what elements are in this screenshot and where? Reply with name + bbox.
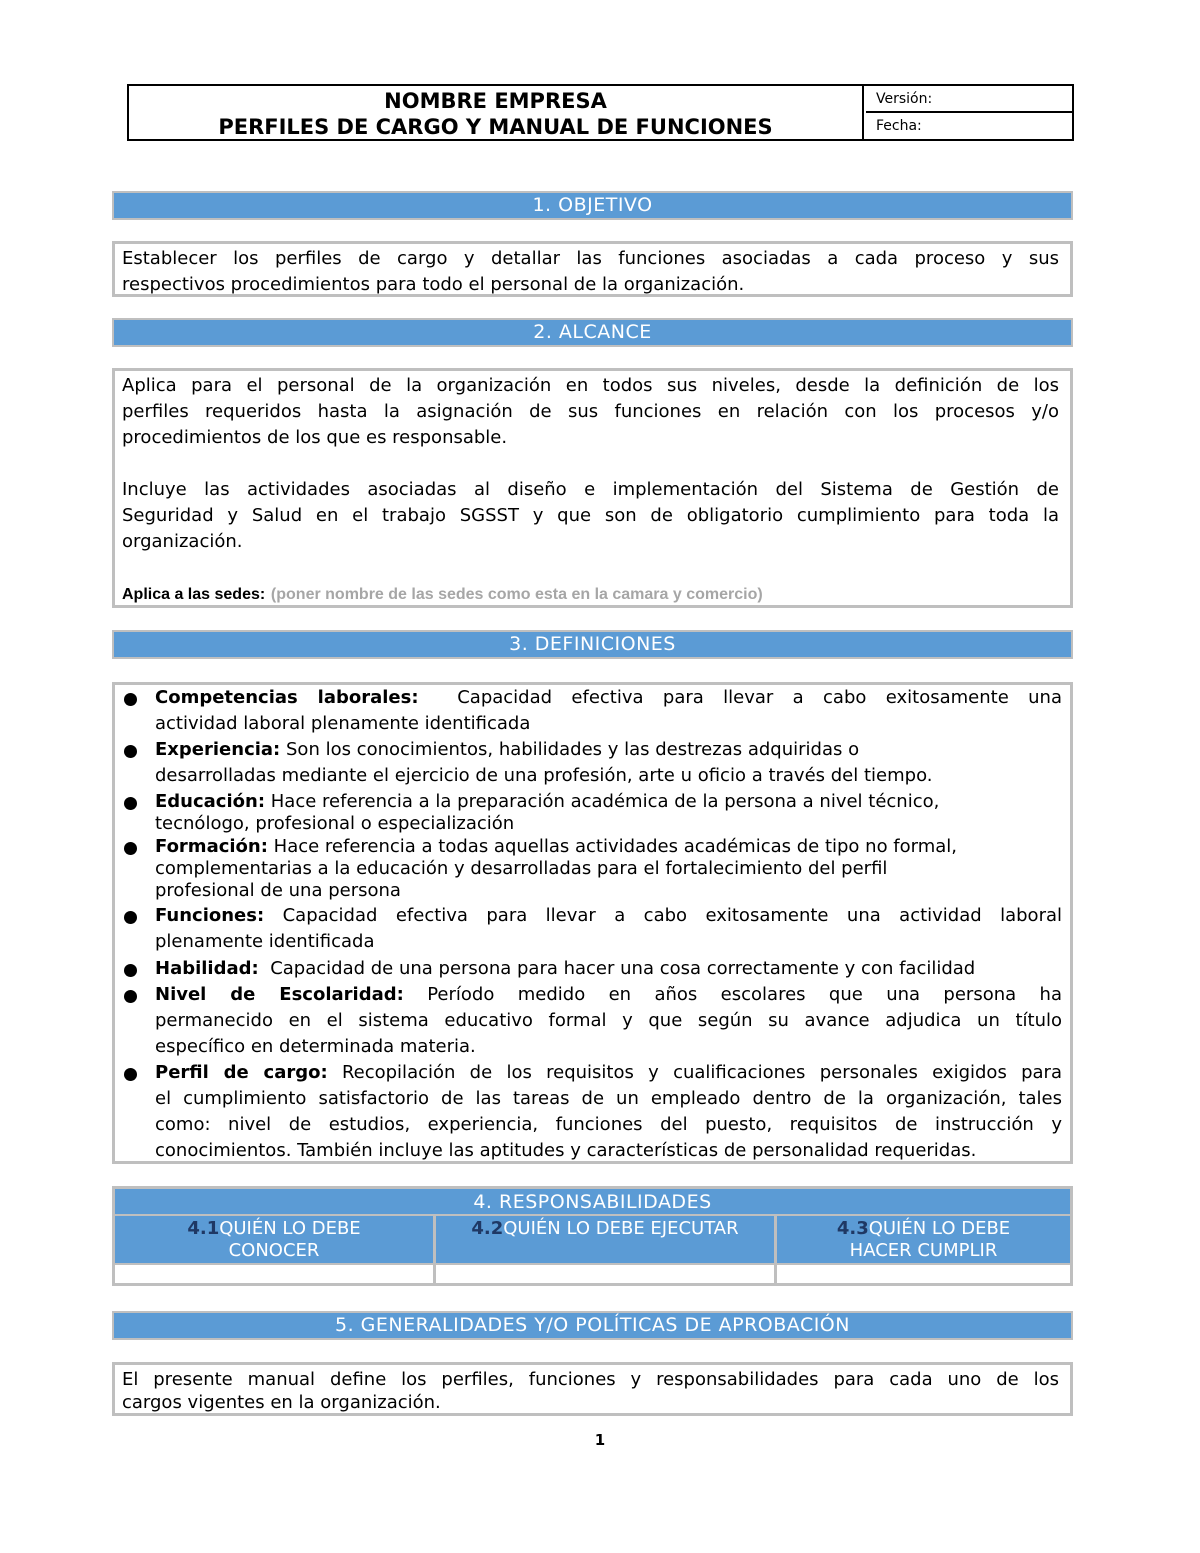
definition-text: profesional de una persona xyxy=(155,880,401,901)
document-title: PERFILES DE CARGO Y MANUAL DE FUNCIONES xyxy=(218,115,773,139)
sedes-placeholder: (poner nombre de las sedes como esta en la camara y comercio) xyxy=(270,586,763,603)
column-label: QUIÉN LO DEBE xyxy=(219,1218,361,1239)
column-number: 4.2 xyxy=(471,1218,504,1239)
definition-text: conocimientos. También incluye las aptitudes y características de personalidad requeridas. xyxy=(155,1140,977,1161)
section-title-definiciones: 3. DEFINICIONES xyxy=(112,630,1073,659)
definition-text: actividad laboral plenamente identificada xyxy=(155,713,531,734)
definition-text: específico en determinada materia. xyxy=(155,1036,476,1057)
definition-item xyxy=(155,903,1062,955)
definition-text: Capacidad de una persona para hacer una cosa correctamente y con facilidad xyxy=(270,958,976,979)
definiciones-content xyxy=(112,682,1073,1164)
definition-term: Funciones: xyxy=(155,905,265,926)
column-number: 4.1 xyxy=(187,1218,220,1239)
responsibility-cell-empty xyxy=(777,1265,1070,1283)
bullet-icon xyxy=(124,745,137,758)
definition-item xyxy=(155,982,1062,1060)
header-title-cell xyxy=(129,86,864,139)
alcance-line: procedimientos de los que es responsable. xyxy=(122,427,508,448)
definition-term: Experiencia: xyxy=(155,739,281,760)
bullet-icon xyxy=(124,990,137,1003)
bullet-icon xyxy=(124,1068,137,1081)
bullet-icon xyxy=(124,797,137,810)
definition-text: complementarias a la educación y desarrolladas para el fortalecimiento del perfil xyxy=(155,858,888,879)
definition-text: Hace referencia a la preparación académica de la persona a nivel técnico, xyxy=(270,791,940,812)
section-title-responsabilidades: 4. RESPONSABILIDADES xyxy=(115,1189,1070,1214)
version-field: Versión: xyxy=(866,86,1072,113)
section-title-alcance: 2. ALCANCE xyxy=(112,318,1073,347)
responsabilidades-table xyxy=(112,1186,1073,1286)
definition-item xyxy=(155,956,1062,982)
responsibility-cell-empty xyxy=(436,1265,774,1283)
definition-text: Capacidad efectiva para llevar a cabo exitosamente una xyxy=(457,687,1062,708)
alcance-line: Aplica para el personal de la organización en todos sus niveles, desde la definición de los xyxy=(122,375,1059,396)
column-label: CONOCER xyxy=(228,1240,320,1261)
definition-term: Competencias laborales: xyxy=(155,687,419,708)
definition-text: Hace referencia a todas aquellas actividades académicas de tipo no formal, xyxy=(273,836,958,857)
definition-term: Habilidad: xyxy=(155,958,259,979)
definition-text: tecnólogo, profesional o especialización xyxy=(155,813,515,834)
objetivo-content xyxy=(112,241,1073,297)
document-header xyxy=(127,84,1074,141)
column-label: QUIÉN LO DEBE EJECUTAR xyxy=(503,1218,739,1239)
definition-text: Capacidad efectiva para llevar a cabo exitosamente una actividad laboral xyxy=(282,905,1062,926)
alcance-line: Incluye las actividades asociadas al diseño e implementación del Sistema de Gestión de xyxy=(122,479,1059,500)
company-name: NOMBRE EMPRESA xyxy=(384,89,607,113)
definition-item xyxy=(155,685,1062,737)
section-title-generalidades: 5. GENERALIDADES Y/O POLÍTICAS DE APROBACIÓN xyxy=(112,1311,1073,1340)
definition-item xyxy=(155,737,1062,789)
column-label: QUIÉN LO DEBE xyxy=(868,1218,1011,1239)
definition-text: plenamente identificada xyxy=(155,931,375,952)
alcance-content xyxy=(112,368,1073,608)
responsibility-header-know xyxy=(115,1216,433,1263)
column-number: 4.3 xyxy=(836,1218,869,1239)
definition-term: Perfil de cargo: xyxy=(155,1062,328,1083)
generalidades-line: cargos vigentes en la organización. xyxy=(122,1392,441,1413)
objetivo-line: Establecer los perfiles de cargo y detallar las funciones asociadas a cada proceso y sus xyxy=(122,248,1059,269)
definition-text: Período medido en años escolares que una persona ha xyxy=(427,984,1062,1005)
generalidades-content xyxy=(112,1362,1073,1416)
definition-term: Nivel de Escolaridad: xyxy=(155,984,404,1005)
definition-text: desarrolladas mediante el ejercicio de una profesión, arte u oficio a través del tiempo. xyxy=(155,765,933,786)
date-field: Fecha: xyxy=(876,118,922,134)
definition-item xyxy=(155,1060,1062,1164)
definition-text: Recopilación de los requisitos y cualificaciones personales exigidos para xyxy=(341,1062,1062,1083)
definition-text: el cumplimiento satisfactorio de las tareas de un empleado dentro de la organización, tales xyxy=(155,1088,1062,1109)
alcance-line: perfiles requeridos hasta la asignación de sus funciones en relación con los procesos y/o xyxy=(122,401,1059,422)
objetivo-line: respectivos procedimientos para todo el personal de la organización. xyxy=(122,274,745,295)
responsibility-header-execute xyxy=(436,1216,774,1263)
bullet-icon xyxy=(124,842,137,855)
responsibility-cell-empty xyxy=(115,1265,433,1283)
definition-item xyxy=(155,836,1062,902)
definition-term: Educación: xyxy=(155,791,266,812)
generalidades-line: El presente manual define los perfiles, funciones y responsabilidades para cada uno de los xyxy=(122,1369,1059,1390)
definition-text: Son los conocimientos, habilidades y las destrezas adquiridas o xyxy=(286,739,860,760)
definition-item xyxy=(155,791,1062,835)
bullet-icon xyxy=(124,964,137,977)
definition-term: Formación: xyxy=(155,836,268,857)
section-title-objetivo: 1. OBJETIVO xyxy=(112,191,1073,220)
alcance-line: Seguridad y Salud en el trabajo SGSST y que son de obligatorio cumplimiento para toda la xyxy=(122,505,1059,526)
responsibility-header-enforce xyxy=(777,1216,1070,1263)
sedes-label: Aplica a las sedes: xyxy=(122,586,266,603)
bullet-icon xyxy=(124,911,137,924)
definition-text: permanecido en el sistema educativo formal y que según su avance adjudica un título xyxy=(155,1010,1062,1031)
definition-text: como: nivel de estudios, experiencia, funciones del puesto, requisitos de instrucción y xyxy=(155,1114,1062,1135)
alcance-line: organización. xyxy=(122,531,243,552)
column-label: HACER CUMPLIR xyxy=(849,1240,998,1261)
bullet-icon xyxy=(124,693,137,706)
page-number: 1 xyxy=(594,1431,606,1449)
